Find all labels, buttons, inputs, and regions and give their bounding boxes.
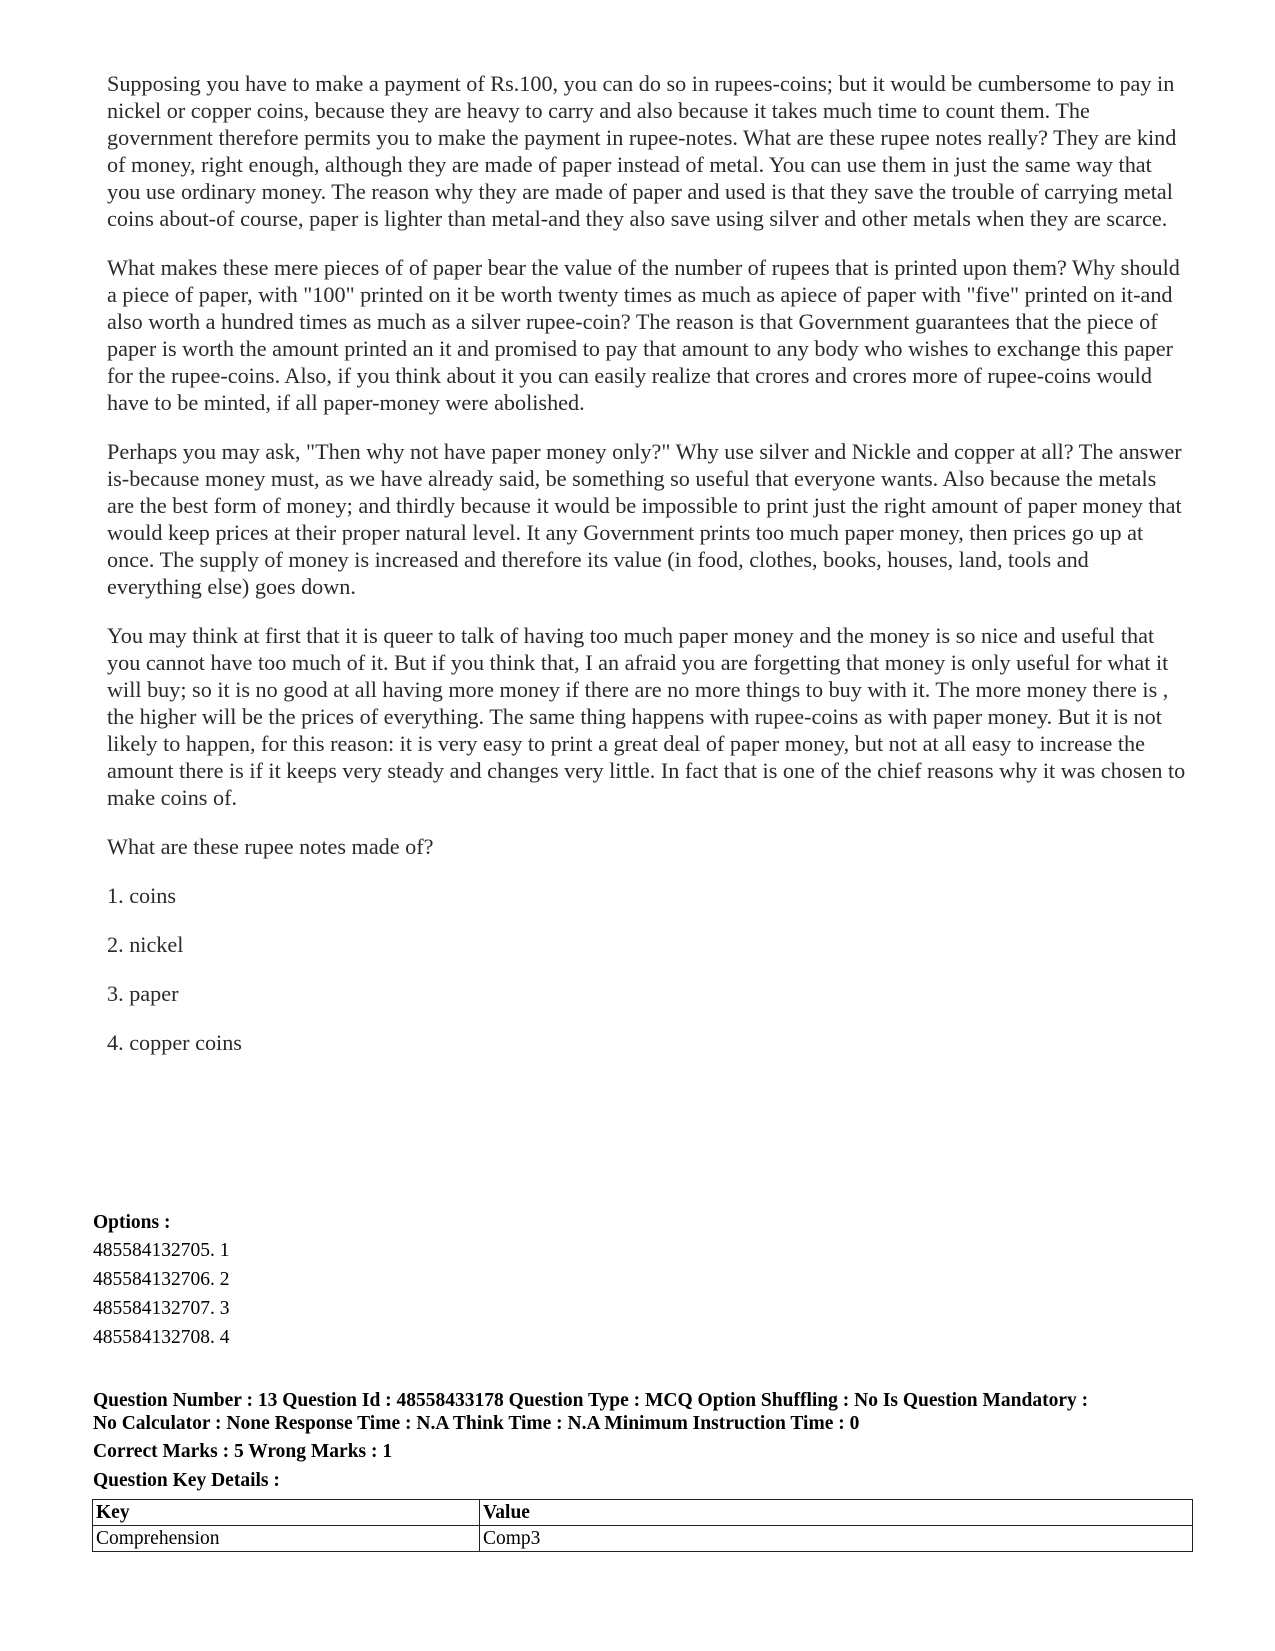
choice-4: 4. copper coins — [107, 1030, 242, 1055]
question-meta — [93, 1389, 1193, 1492]
option-item-3: 485584132707. 3 — [93, 1298, 230, 1319]
option-item-1: 485584132705. 1 — [93, 1240, 230, 1261]
choice-3: 3. paper — [107, 981, 179, 1006]
table-row — [93, 1526, 1193, 1552]
question-meta-line-2: No Calculator : None Response Time : N.A Think Time : N.A Minimum Instruction Time : 0 — [93, 1413, 860, 1434]
marks-line: Correct Marks : 5 Wrong Marks : 1 — [93, 1441, 393, 1462]
passage-paragraph-2: What makes these mere pieces of of paper bear the value of the number of rupees that is printed upon them? Why should a piece of paper, with "100" printed on it be worth twenty times as much as apiece of paper with "five" printed on it-and also worth a hundred times as much as a silver rupee-coin? The reason is that Government guarantees that the piece of paper is worth the amount printed an it and promised to pay that amount to any body who wishes to exchange this paper for the rupee-coins. Also, if you think about it you can easily realize that crores and crores more of rupee-coins would have to be minted, if all paper-money were abolished. — [107, 255, 1180, 415]
passage-paragraph-1: Supposing you have to make a payment of Rs.100, you can do so in rupees-coins; but it would be cumbersome to pay in nickel or copper coins, because they are heavy to carry and also because it takes much time to count them. The government therefore permits you to make the payment in rupee-notes. What are these rupee notes really? They are kind of money, right enough, although they are made of paper instead of metal. You can use them in just the same way that you use ordinary money. The reason why they are made of paper and used is that they save the trouble of carrying metal coins about-of course, paper is lighter than metal-and they also save using silver and other metals when they are scarce. — [107, 71, 1177, 231]
key-details-table — [92, 1499, 1193, 1552]
passage-paragraph-4: You may think at first that it is queer to talk of having too much paper money and the money is so nice and useful that you cannot have too much of it. But if you think that, I an afraid you are forgetting that money is only useful for what it will buy; so it is no good at all having more money if there are no more things to buy with it. The more money there is , the higher will be the prices of everything. The same thing happens with rupee-coins as with paper money. But it is not likely to happen, for this reason: it is very easy to print a great deal of paper money, but not at all easy to increase the amount there is if it keeps very steady and changes very little. In fact that is one of the chief reasons why it was chosen to make coins of. — [107, 623, 1186, 810]
question-image — [107, 70, 1187, 1056]
question-meta-line-1: Question Number : 13 Question Id : 48558433178 Question Type : MCQ Option Shuffling : No Is Question Mandatory : — [93, 1390, 1089, 1411]
passage-paragraph-3: Perhaps you may ask, "Then why not have paper money only?" Why use silver and Nickle and copper at all? The answer is-because money must, as we have already said, be something so useful that everyone wants. Also because the metals are the best form of money; and thirdly because it would be impossible to print just the right amount of paper money that would keep prices at their proper natural level. It any Government prints too much paper money, then prices go up at once. The supply of money is increased and therefore its value (in food, clothes, books, houses, land, tools and everything else) goes down. — [107, 439, 1182, 599]
options-block — [93, 1210, 1193, 1352]
key-details-title: Question Key Details : — [93, 1470, 280, 1491]
option-item-4: 485584132708. 4 — [93, 1327, 230, 1348]
cell-value: Comp3 — [480, 1526, 1193, 1552]
question-text: What are these rupee notes made of? — [107, 834, 434, 859]
choice-1: 1. coins — [107, 883, 177, 908]
cell-key: Comprehension — [93, 1526, 480, 1552]
options-title: Options : — [93, 1212, 171, 1233]
header-key: Key — [93, 1500, 480, 1526]
choice-2: 2. nickel — [107, 932, 184, 957]
option-item-2: 485584132706. 2 — [93, 1269, 230, 1290]
header-value: Value — [480, 1500, 1193, 1526]
table-header-row — [93, 1500, 1193, 1526]
